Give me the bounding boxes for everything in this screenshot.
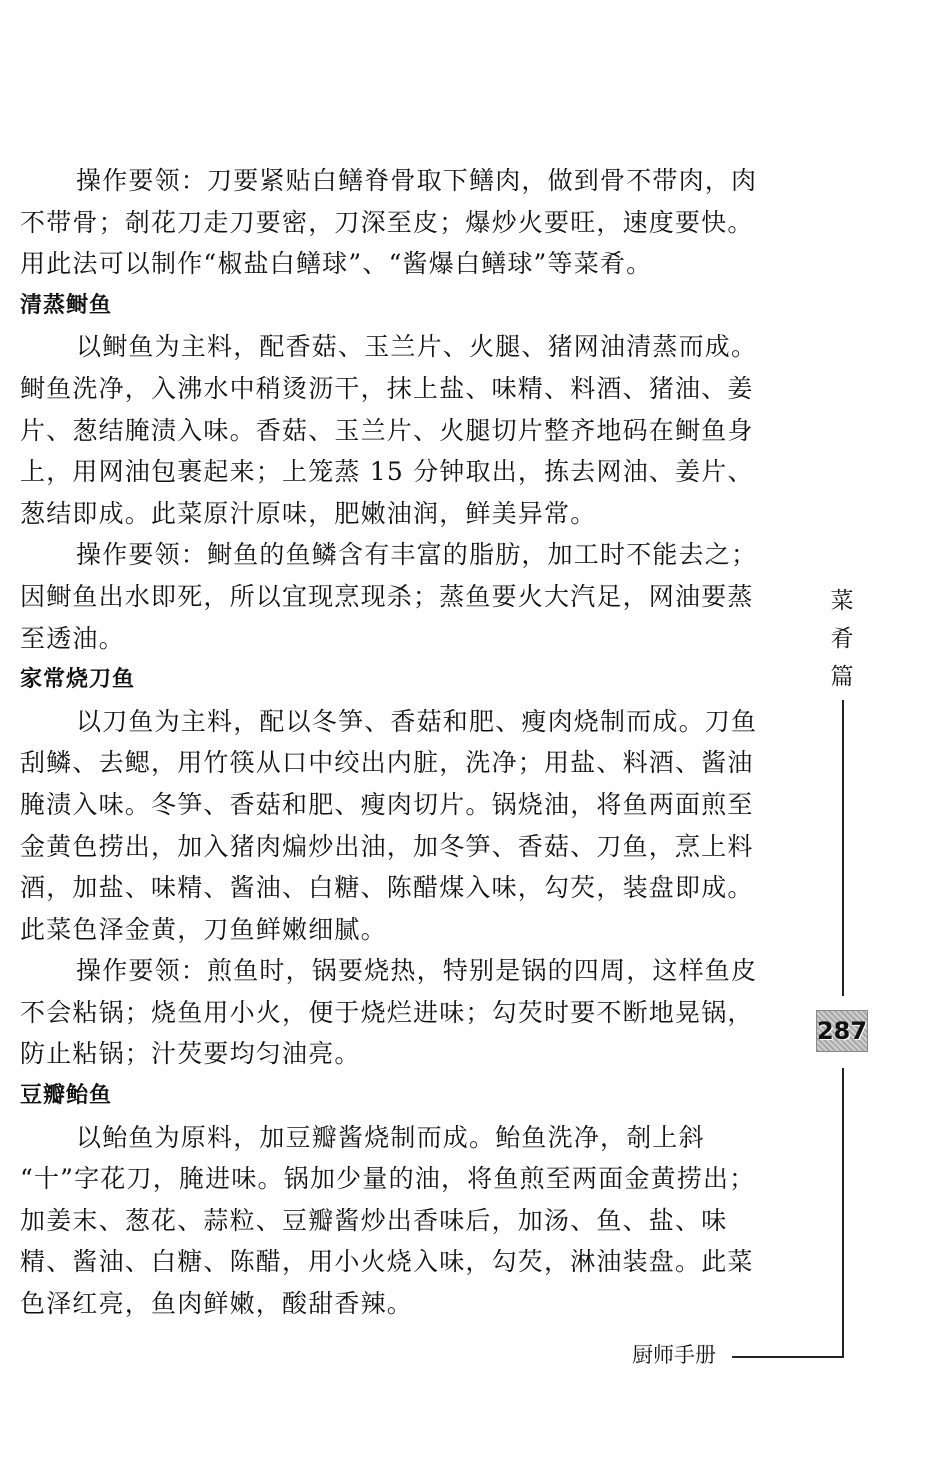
text-line: 精、酱油、白糖、陈醋，用小火烧入味，勾芡，淋油装盘。此菜 — [20, 1247, 754, 1277]
section-label-char: 菜 — [830, 588, 854, 614]
section-heading: 清蒸鲥鱼 — [20, 292, 113, 318]
text-line: 操作要领：煎鱼时，锅要烧热，特别是锅的四周，这样鱼皮 — [76, 956, 758, 986]
text-line: 至透油。 — [20, 623, 125, 653]
text-line: 上，用网油包裹起来；上笼蒸 15 分钟取出，拣去网油、姜片、 — [20, 457, 754, 487]
text-line: “十”字花刀，腌进味。锅加少量的油，将鱼煎至两面金黄捞出； — [20, 1164, 756, 1194]
text-line: 片、葱结腌渍入味。香菇、玉兰片、火腿切片整齐地码在鲥鱼身 — [20, 415, 754, 445]
margin-rule-bottom — [842, 1068, 844, 1358]
text-line: 色泽红亮，鱼肉鲜嫩，酸甜香辣。 — [20, 1289, 414, 1319]
text-line: 腌渍入味。冬笋、香菇和肥、瘦肉切片。锅烧油，将鱼两面煎至 — [20, 789, 754, 819]
margin-rule-top — [842, 700, 844, 996]
text-line: 刮鳞、去鳃，用竹筷从口中绞出内脏，洗净；用盐、料酒、酱油 — [20, 748, 754, 778]
text-line: 此菜色泽金黄，刀鱼鲜嫩细腻。 — [20, 914, 387, 944]
page-number: 287 — [816, 1017, 868, 1045]
text-line: 操作要领：鲥鱼的鱼鳞含有丰富的脂肪，加工时不能去之； — [76, 540, 758, 570]
section-label-char: 篇 — [830, 664, 854, 690]
text-line: 以鲥鱼为主料，配香菇、玉兰片、火腿、猪网油清蒸而成。 — [76, 332, 758, 362]
text-line: 金黄色捞出，加入猪肉煸炒出油，加冬笋、香菇、刀鱼，烹上料 — [20, 831, 754, 861]
book-title-footer: 厨师手册 — [632, 1343, 716, 1367]
section-heading: 家常烧刀鱼 — [20, 667, 136, 693]
text-line: 酒，加盐、味精、酱油、白糖、陈醋煤入味，勾芡，装盘即成。 — [20, 873, 754, 903]
text-line: 葱结即成。此菜原汁原味，肥嫩油润，鲜美异常。 — [20, 498, 597, 528]
text-line: 操作要领：刀要紧贴白鳝脊骨取下鳝肉，做到骨不带肉，肉 — [76, 166, 758, 195]
text-line: 防止粘锅；汁芡要均匀油亮。 — [20, 1039, 361, 1069]
page-body — [20, 160, 802, 1325]
section-label — [828, 582, 856, 696]
text-line: 不会粘锅；烧鱼用小火，便于烧烂进味；勾芡时要不断地晃锅， — [20, 997, 754, 1027]
text-line: 用此法可以制作“椒盐白鳝球”、“酱爆白鳝球”等菜肴。 — [20, 249, 653, 279]
page-number-box — [816, 1010, 868, 1052]
text-line: 以鲐鱼为原料，加豆瓣酱烧制而成。鲐鱼洗净，剞上斜 — [76, 1122, 705, 1152]
section-heading: 豆瓣鲐鱼 — [20, 1083, 113, 1109]
text-line: 加姜末、葱花、蒜粒、豆瓣酱炒出香味后，加汤、鱼、盐、味 — [20, 1205, 728, 1235]
text-line: 因鲥鱼出水即死，所以宜现烹现杀；蒸鱼要火大汽足，网油要蒸 — [20, 581, 754, 611]
text-line: 鲥鱼洗净，入沸水中稍烫沥干，抹上盐、味精、料酒、猪油、姜 — [20, 373, 754, 403]
text-line: 以刀鱼为主料，配以冬笋、香菇和肥、瘦肉烧制而成。刀鱼 — [76, 706, 758, 736]
text-line: 不带骨；剞花刀走刀要密，刀深至皮；爆炒火要旺，速度要快。 — [20, 207, 754, 237]
section-label-char: 肴 — [830, 626, 854, 652]
footer-rule — [732, 1356, 844, 1358]
